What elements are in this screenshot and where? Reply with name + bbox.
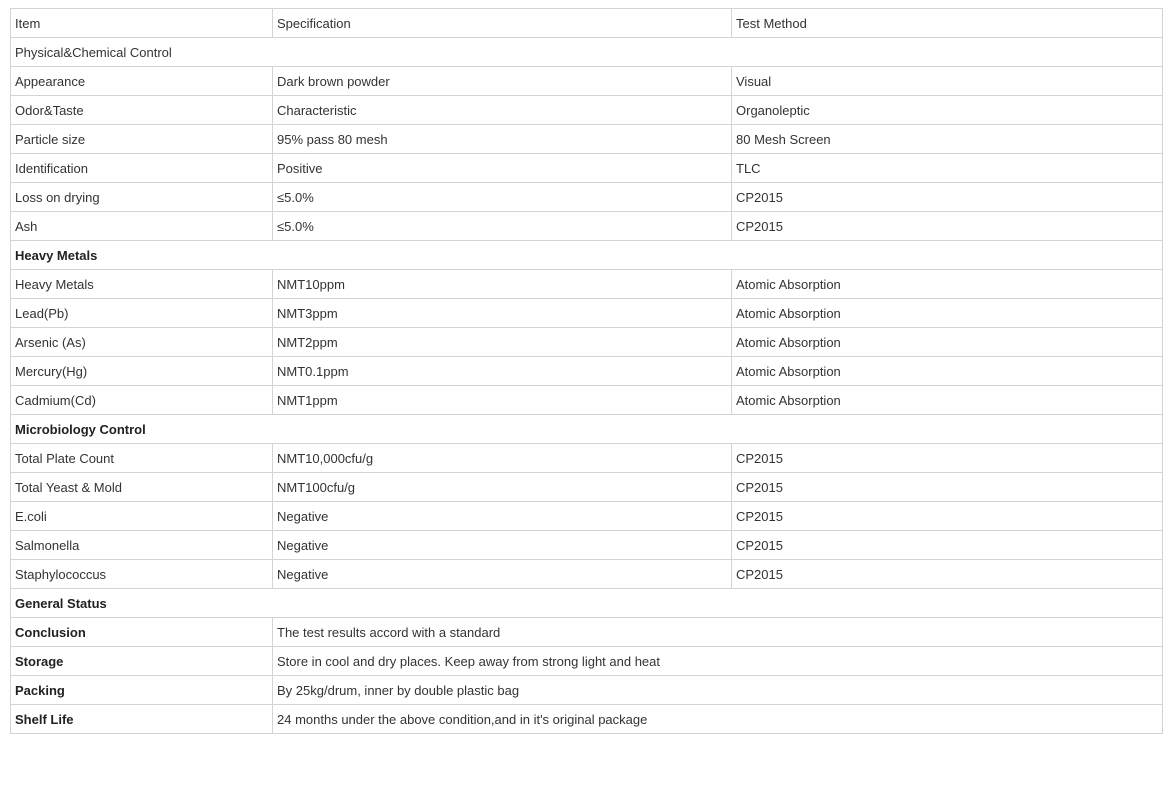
table-row — [11, 183, 1163, 212]
item-cell: Identification — [11, 154, 273, 183]
item-cell: E.coli — [11, 502, 273, 531]
table-row — [11, 676, 1163, 705]
table-row — [11, 502, 1163, 531]
method-cell: CP2015 — [732, 560, 1163, 589]
table-row — [11, 125, 1163, 154]
spec-cell: NMT0.1ppm — [273, 357, 732, 386]
item-cell: Cadmium(Cd) — [11, 386, 273, 415]
table-row — [11, 647, 1163, 676]
spec-cell: NMT1ppm — [273, 386, 732, 415]
value-cell: 24 months under the above condition,and in it's original package — [273, 705, 1163, 734]
value-cell: By 25kg/drum, inner by double plastic bag — [273, 676, 1163, 705]
table-row — [11, 67, 1163, 96]
spec-cell: Positive — [273, 154, 732, 183]
method-cell: CP2015 — [732, 444, 1163, 473]
table-row — [11, 212, 1163, 241]
section-title: Heavy Metals — [11, 241, 1163, 270]
section-row-general-status — [11, 589, 1163, 618]
table-row — [11, 473, 1163, 502]
item-cell: Mercury(Hg) — [11, 357, 273, 386]
spec-cell: NMT10,000cfu/g — [273, 444, 732, 473]
method-cell: CP2015 — [732, 183, 1163, 212]
spec-cell: 95% pass 80 mesh — [273, 125, 732, 154]
spec-cell: Negative — [273, 531, 732, 560]
section-title: Physical&Chemical Control — [11, 38, 1163, 67]
spec-cell: NMT2ppm — [273, 328, 732, 357]
table-row — [11, 328, 1163, 357]
table-row — [11, 618, 1163, 647]
spec-cell: NMT3ppm — [273, 299, 732, 328]
spec-cell: Negative — [273, 560, 732, 589]
spec-cell: ≤5.0% — [273, 183, 732, 212]
item-cell: Storage — [11, 647, 273, 676]
table-row — [11, 154, 1163, 183]
value-cell: The test results accord with a standard — [273, 618, 1163, 647]
method-cell: CP2015 — [732, 212, 1163, 241]
method-cell: Atomic Absorption — [732, 299, 1163, 328]
spec-cell: NMT100cfu/g — [273, 473, 732, 502]
method-cell: CP2015 — [732, 502, 1163, 531]
table-row — [11, 270, 1163, 299]
table-row — [11, 299, 1163, 328]
item-cell: Odor&Taste — [11, 96, 273, 125]
table-row — [11, 444, 1163, 473]
item-cell: Conclusion — [11, 618, 273, 647]
item-cell: Shelf Life — [11, 705, 273, 734]
item-cell: Loss on drying — [11, 183, 273, 212]
value-cell: Store in cool and dry places. Keep away from strong light and heat — [273, 647, 1163, 676]
table-row — [11, 560, 1163, 589]
item-cell: Packing — [11, 676, 273, 705]
table-row — [11, 705, 1163, 734]
section-title: General Status — [11, 589, 1163, 618]
section-title: Microbiology Control — [11, 415, 1163, 444]
specification-table — [10, 8, 1163, 734]
header-specification: Specification — [273, 9, 732, 38]
item-cell: Arsenic (As) — [11, 328, 273, 357]
item-cell: Ash — [11, 212, 273, 241]
spec-cell: ≤5.0% — [273, 212, 732, 241]
section-row-microbiology — [11, 415, 1163, 444]
method-cell: CP2015 — [732, 531, 1163, 560]
method-cell: Atomic Absorption — [732, 357, 1163, 386]
item-cell: Total Yeast & Mold — [11, 473, 273, 502]
item-cell: Total Plate Count — [11, 444, 273, 473]
item-cell: Appearance — [11, 67, 273, 96]
spec-cell: NMT10ppm — [273, 270, 732, 299]
method-cell: Atomic Absorption — [732, 270, 1163, 299]
item-cell: Staphylococcus — [11, 560, 273, 589]
item-cell: Lead(Pb) — [11, 299, 273, 328]
spec-cell: Negative — [273, 502, 732, 531]
spec-cell: Dark brown powder — [273, 67, 732, 96]
method-cell: Atomic Absorption — [732, 386, 1163, 415]
item-cell: Particle size — [11, 125, 273, 154]
header-test-method: Test Method — [732, 9, 1163, 38]
method-cell: CP2015 — [732, 473, 1163, 502]
method-cell: Organoleptic — [732, 96, 1163, 125]
table-row — [11, 357, 1163, 386]
method-cell: TLC — [732, 154, 1163, 183]
spec-table-container — [10, 8, 1163, 734]
section-row-physical-chemical — [11, 38, 1163, 67]
spec-cell: Characteristic — [273, 96, 732, 125]
method-cell: Atomic Absorption — [732, 328, 1163, 357]
item-cell: Heavy Metals — [11, 270, 273, 299]
table-row — [11, 531, 1163, 560]
method-cell: 80 Mesh Screen — [732, 125, 1163, 154]
table-header-row — [11, 9, 1163, 38]
item-cell: Salmonella — [11, 531, 273, 560]
header-item: Item — [11, 9, 273, 38]
table-row — [11, 386, 1163, 415]
table-row — [11, 96, 1163, 125]
section-row-heavy-metals — [11, 241, 1163, 270]
method-cell: Visual — [732, 67, 1163, 96]
